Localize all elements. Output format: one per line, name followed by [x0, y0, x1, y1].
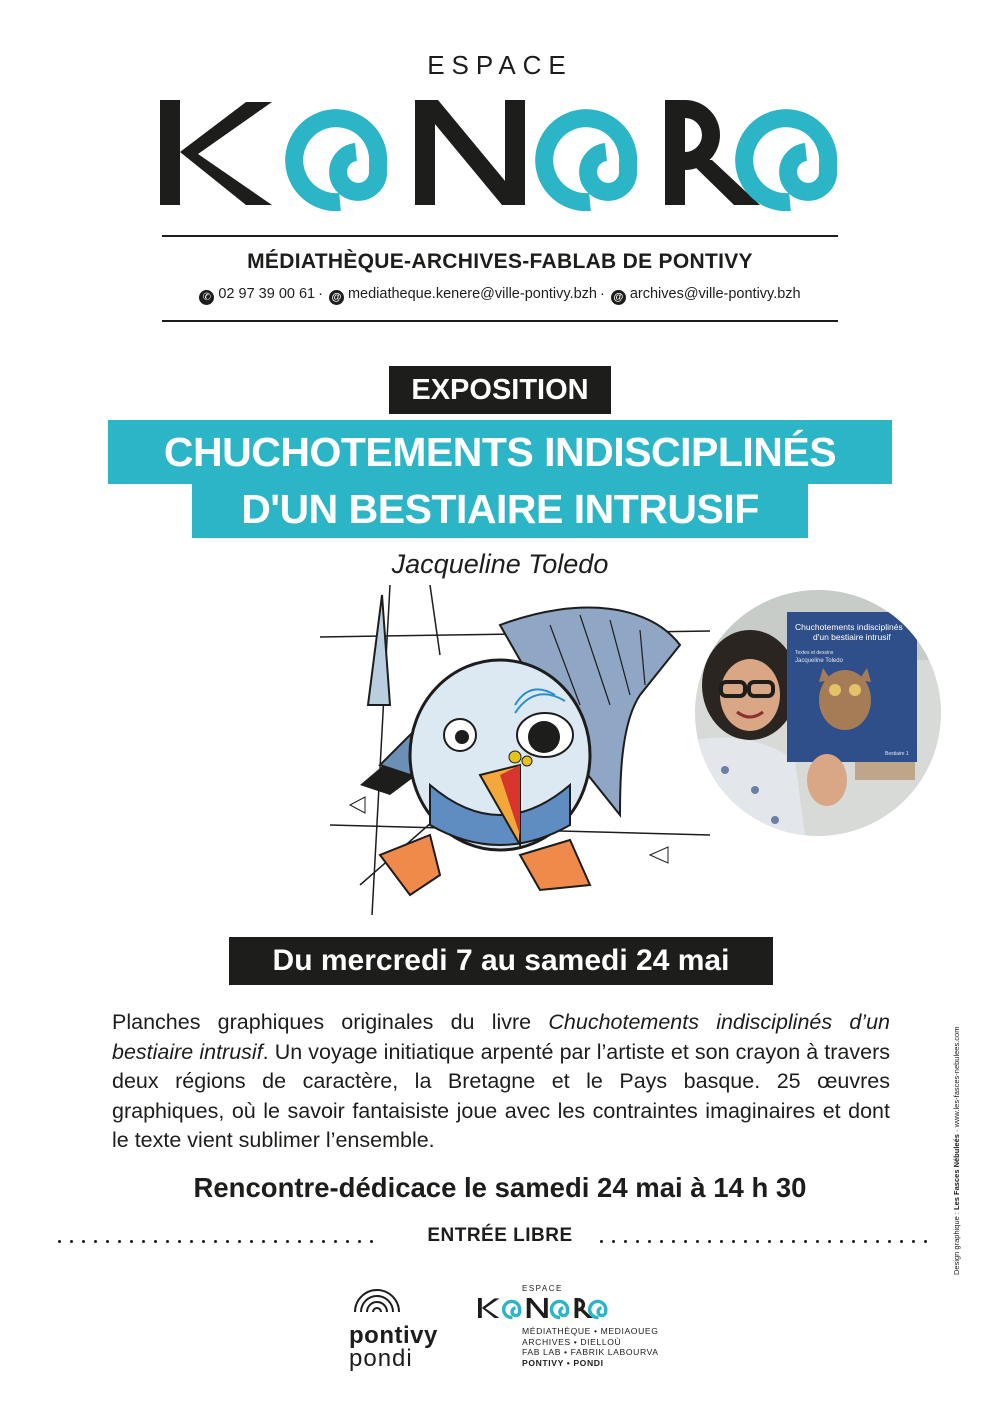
logo-letter-e3 [744, 118, 828, 202]
at-icon: @ [329, 290, 344, 305]
pondi-label: pondi [349, 1345, 413, 1372]
event-type-badge: EXPOSITION [389, 366, 611, 414]
book-author-line1: Textes et dessins [795, 650, 834, 656]
event-dates: Du mercredi 7 au samedi 24 mai [229, 937, 773, 985]
email-archives[interactable]: archives@ville-pontivy.bzh [629, 286, 801, 302]
phone-number[interactable]: 02 97 39 00 61 [218, 286, 316, 302]
logo-letter-n [415, 100, 525, 205]
event-description: Planches graphiques originales du livre Chuchotements indisciplinés d’un bestiaire intrusif. Un voyage initiatique arpenté par l’artiste et son crayon à travers deux régions de caractère, la Bretagne et le Pays basque. 25 œuvres graphiques, où le savoir fantaisiste joue avec les contraintes imaginaires et dont le texte vient sublimer l’ensemble. [112, 1010, 890, 1152]
dotted-rule-right [600, 1240, 940, 1244]
fingerprint-icon [347, 1282, 407, 1322]
dotted-rule-left [58, 1240, 398, 1244]
contact-line: ✆ 02 97 39 00 61 · @ mediatheque.kenere@ville-pontivy.bzh · @ archives@ville-pontivy.bzh [0, 286, 1000, 305]
book-title-line1: Chuchotements indisciplinés [795, 622, 903, 632]
book-author-line2: Jacqueline Toledo [795, 658, 843, 664]
pontivy-logo [347, 1282, 457, 1382]
subtitle: MÉDIATHÈQUE-ARCHIVES-FABLAB DE PONTIVY [247, 250, 753, 273]
author-name: Jacqueline Toledo [391, 549, 609, 579]
design-credit: Design graphique : Les Fasces Nébuleés · www.les-fasces-nebulees.com [952, 1026, 961, 1275]
bird-illustration [320, 585, 710, 915]
free-entry: ENTRÉE LIBRE [400, 1225, 600, 1247]
event-title-line1: CHUCHOTEMENTS INDISCIPLINÉS [108, 420, 892, 484]
logo-letter-e1 [294, 118, 378, 202]
phone-icon: ✆ [199, 290, 214, 305]
signing-info: Rencontre-dédicace le samedi 24 mai à 14 h 30 [193, 1172, 807, 1203]
header-bottom-rule [162, 320, 838, 322]
espace-label: ESPACE [427, 50, 573, 80]
header-top-rule [162, 235, 838, 237]
event-title-line2: D'UN BESTIAIRE INTRUSIF [192, 480, 808, 538]
artist-photo [695, 590, 941, 836]
at-icon: @ [611, 290, 626, 305]
kenere-small-logo: ESPACE MÉDIATHÈQUE • MEDIAOUEG ARCHIVES • DIELLOÙ FAB LAB • FABRIK LABOURVA PONTIVY • PONDI [478, 1284, 648, 1394]
logo-letter-k [160, 100, 272, 205]
book-series: Bestiaire 1 [885, 751, 909, 757]
book-title-line2: d'un bestiaire intrusif [813, 632, 891, 642]
kenere-logo [160, 90, 840, 215]
pontivy-label: pontivy [349, 1322, 438, 1349]
logo-letter-e2 [544, 118, 628, 202]
kenere-small-mark [478, 1294, 608, 1322]
book-title-italic: Chuchotements indisciplinés d’un bestiaire intrusif [112, 1010, 890, 1064]
email-mediatheque[interactable]: mediatheque.kenere@ville-pontivy.bzh [347, 286, 597, 302]
